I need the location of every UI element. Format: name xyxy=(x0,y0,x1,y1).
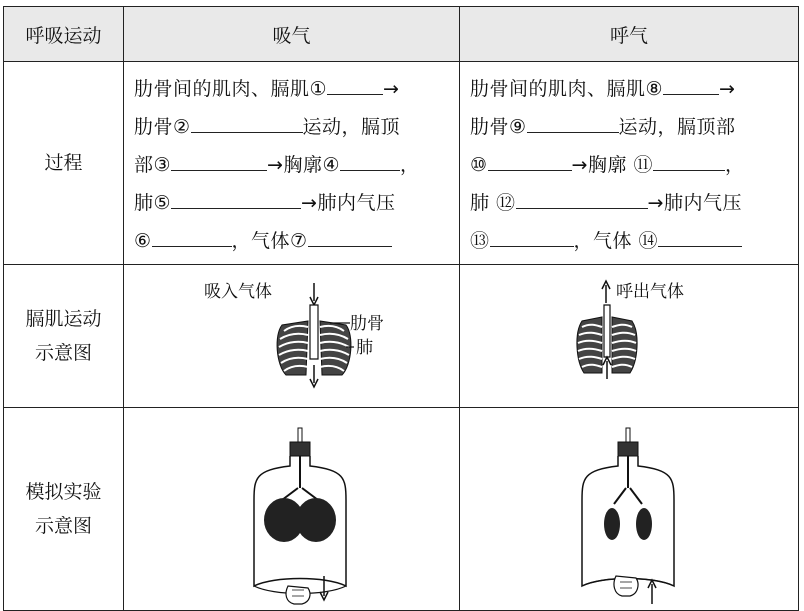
header-inhale: 吸气 xyxy=(124,7,460,62)
blank-2[interactable] xyxy=(191,110,303,133)
blank-4[interactable] xyxy=(340,148,400,171)
exhale-text-1: 肋骨间的肌肉、膈肌⑧ xyxy=(470,78,664,100)
blank-1[interactable] xyxy=(327,72,383,95)
inhale-ribcage-diagram xyxy=(124,265,460,403)
blank-7[interactable] xyxy=(308,224,392,247)
hand-icon xyxy=(614,576,638,596)
inhale-bell-jar-model xyxy=(124,408,460,606)
exhale-text-3b: →胸廓 ⑪ xyxy=(571,154,654,176)
blank-13[interactable] xyxy=(490,224,574,247)
exhale-text-3c: ， xyxy=(725,154,745,176)
diaphragm-row xyxy=(4,265,799,408)
diaphragm-up-arrow xyxy=(603,357,611,379)
ribcage-icon xyxy=(277,305,351,375)
arrow: → xyxy=(383,78,400,100)
lung-label: 肺 xyxy=(356,338,373,358)
inhale-down-arrow-top xyxy=(310,283,318,305)
inhale-text-2b: 运动，膈顶 xyxy=(302,116,401,138)
blank-9[interactable] xyxy=(527,110,619,133)
respiration-table xyxy=(3,6,799,611)
blank-10[interactable] xyxy=(488,148,572,171)
inhale-process-cell xyxy=(124,62,460,265)
exhale-text-3a: ⑩ xyxy=(470,154,488,176)
blank-11[interactable] xyxy=(653,148,725,171)
exhale-text-5a: ⑬ xyxy=(470,230,490,252)
balloon-lungs-icon xyxy=(264,488,336,542)
diaphragm-label-line1: 膈肌运动 xyxy=(25,308,102,330)
inhale-text-3a: 部③ xyxy=(134,154,172,176)
model-label-line2: 示意图 xyxy=(34,515,92,537)
blank-5[interactable] xyxy=(171,186,301,209)
arrow: → xyxy=(719,78,736,100)
glass-tube-icon xyxy=(290,428,310,488)
inhale-text-5b: ，气体⑦ xyxy=(231,230,308,252)
model-row xyxy=(4,408,799,611)
exhale-up-arrow xyxy=(602,281,610,303)
process-row xyxy=(4,62,799,265)
exhale-text-5b: ，气体 ⑭ xyxy=(573,230,659,252)
header-exhale: 呼气 xyxy=(460,7,799,62)
exhale-process-cell xyxy=(460,62,799,265)
hand-icon xyxy=(286,586,310,604)
diaphragm-label-line2: 示意图 xyxy=(34,342,92,364)
inhale-text-5a: ⑥ xyxy=(134,230,152,252)
exhale-model-cell xyxy=(460,408,799,611)
exhale-text-2b: 运动，膈顶部 xyxy=(618,116,736,138)
inhale-text-1: 肋骨间的肌肉、膈肌① xyxy=(134,78,328,100)
inhale-text-3c: ， xyxy=(400,154,420,176)
balloon-lungs-icon xyxy=(604,488,652,540)
rib-label: 肋骨 xyxy=(350,314,384,334)
blank-8[interactable] xyxy=(663,72,719,95)
model-label-line1: 模拟实验 xyxy=(25,481,102,503)
inhale-model-cell xyxy=(124,408,460,611)
push-up-arrow xyxy=(648,580,656,604)
inhale-text-3b: →胸廓④ xyxy=(267,154,341,176)
glass-tube-icon xyxy=(618,428,638,488)
diaphragm-down-arrow xyxy=(310,365,318,387)
inhale-diaphragm-cell xyxy=(124,265,460,408)
blank-3[interactable] xyxy=(171,148,267,171)
exhale-text-4b: →肺内气压 xyxy=(647,192,742,214)
exhale-diaphragm-cell xyxy=(460,265,799,408)
header-breathing-movement: 呼吸运动 xyxy=(4,7,124,62)
exhale-text-2a: 肋骨⑨ xyxy=(470,116,527,138)
blank-6[interactable] xyxy=(152,224,232,247)
exhale-caption: 呼出气体 xyxy=(616,282,684,302)
model-label xyxy=(4,408,124,611)
exhale-ribcage-diagram xyxy=(460,265,799,403)
exhale-bell-jar-model xyxy=(460,408,799,606)
blank-14[interactable] xyxy=(658,224,742,247)
header-row xyxy=(4,7,799,62)
blank-12[interactable] xyxy=(516,186,648,209)
inhale-text-4b: →肺内气压 xyxy=(301,192,396,214)
inhale-text-4a: 肺⑤ xyxy=(134,192,172,214)
inhale-text-2a: 肋骨② xyxy=(134,116,191,138)
process-label: 过程 xyxy=(4,62,124,265)
inhale-caption: 吸入气体 xyxy=(204,282,272,302)
diaphragm-label xyxy=(4,265,124,408)
exhale-text-4a: 肺 ⑫ xyxy=(470,192,516,214)
